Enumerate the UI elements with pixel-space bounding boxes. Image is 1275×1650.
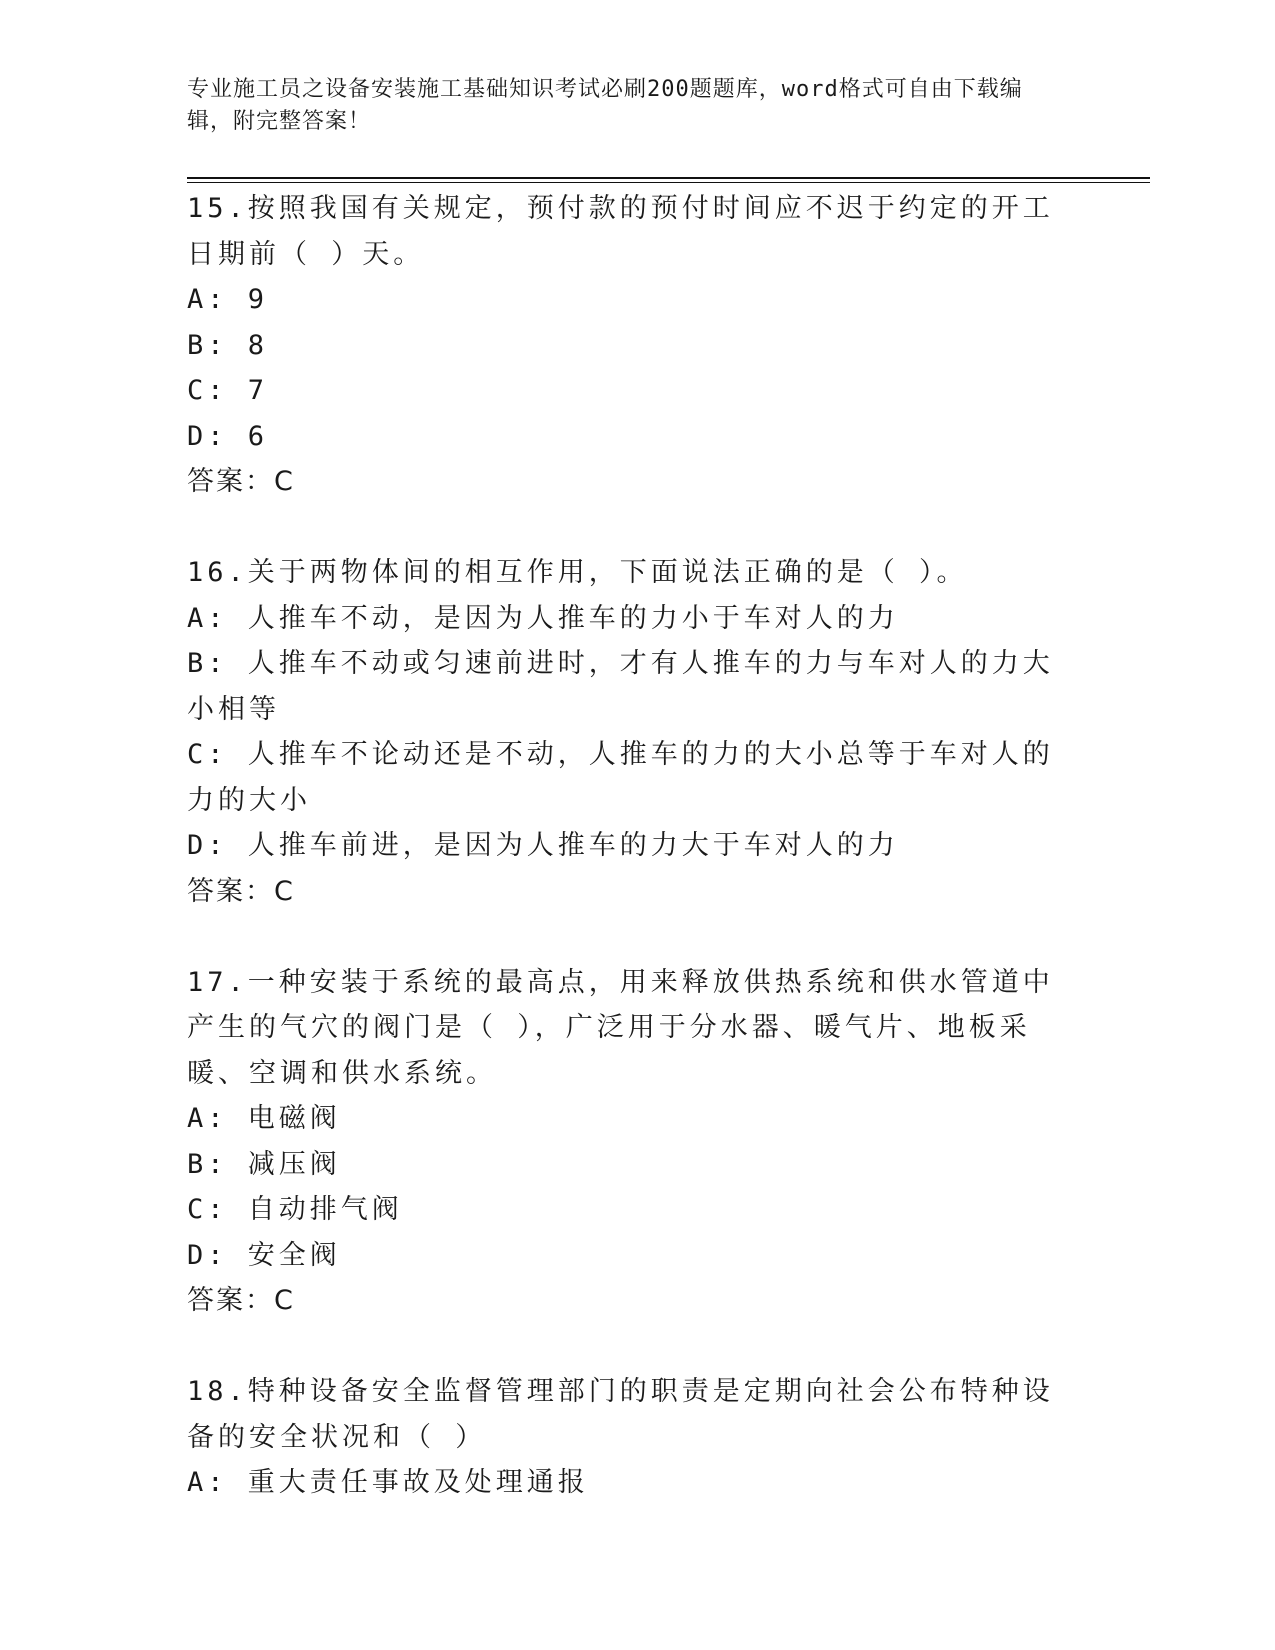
answer: 答案：C (187, 1285, 295, 1316)
option-d: D: 6 (187, 420, 269, 452)
option-b: B: 人推车不动或匀速前进时，才有人推车的力与车对人的力大小相等 (187, 648, 1054, 725)
question-text: 16.关于两物体间的相互作用，下面说法正确的是（ ）。 (187, 557, 968, 588)
question-list (187, 186, 1067, 1506)
document-header: 专业施工员之设备安装施工基础知识考试必刷200题题库，word格式可自由下载编辑，附完整答案！ (187, 77, 1023, 134)
question-text: 17.一种安装于系统的最高点，用来释放供热系统和供水管道中产生的气穴的阀门是（ ），广泛用于分水器、暖气片、地板采暖、空调和供水系统。 (187, 966, 1054, 1089)
question-18 (187, 1369, 1067, 1506)
header-divider-thin (187, 182, 1150, 183)
option-b: B: 减压阀 (187, 1148, 341, 1180)
option-b: B: 8 (187, 329, 269, 361)
question-16 (187, 550, 1067, 914)
answer: 答案：C (187, 466, 295, 497)
option-a: A: 人推车不动，是因为人推车的力小于车对人的力 (187, 602, 899, 634)
question-text: 18.特种设备安全监督管理部门的职责是定期向社会公布特种设备的安全状况和（ ） (187, 1376, 1054, 1453)
option-c: C: 7 (187, 375, 269, 406)
header-divider-thick (187, 177, 1150, 179)
option-d: D: 人推车前进，是因为人推车的力大于车对人的力 (187, 830, 899, 861)
question-text: 15.按照我国有关规定，预付款的预付时间应不迟于约定的开工日期前（ ）天。 (187, 193, 1054, 270)
question-17 (187, 960, 1067, 1324)
option-a: A: 重大责任事故及处理通报 (187, 1467, 589, 1498)
option-d: D: 安全阀 (187, 1239, 341, 1271)
answer: 答案：C (187, 875, 295, 907)
option-c: C: 人推车不论动还是不动，人推车的力的大小总等于车对人的力的大小 (187, 739, 1054, 816)
option-a: A: 电磁阀 (187, 1103, 341, 1134)
option-a: A: 9 (187, 284, 269, 315)
question-15 (187, 186, 1067, 505)
option-c: C: 自动排气阀 (187, 1194, 403, 1225)
